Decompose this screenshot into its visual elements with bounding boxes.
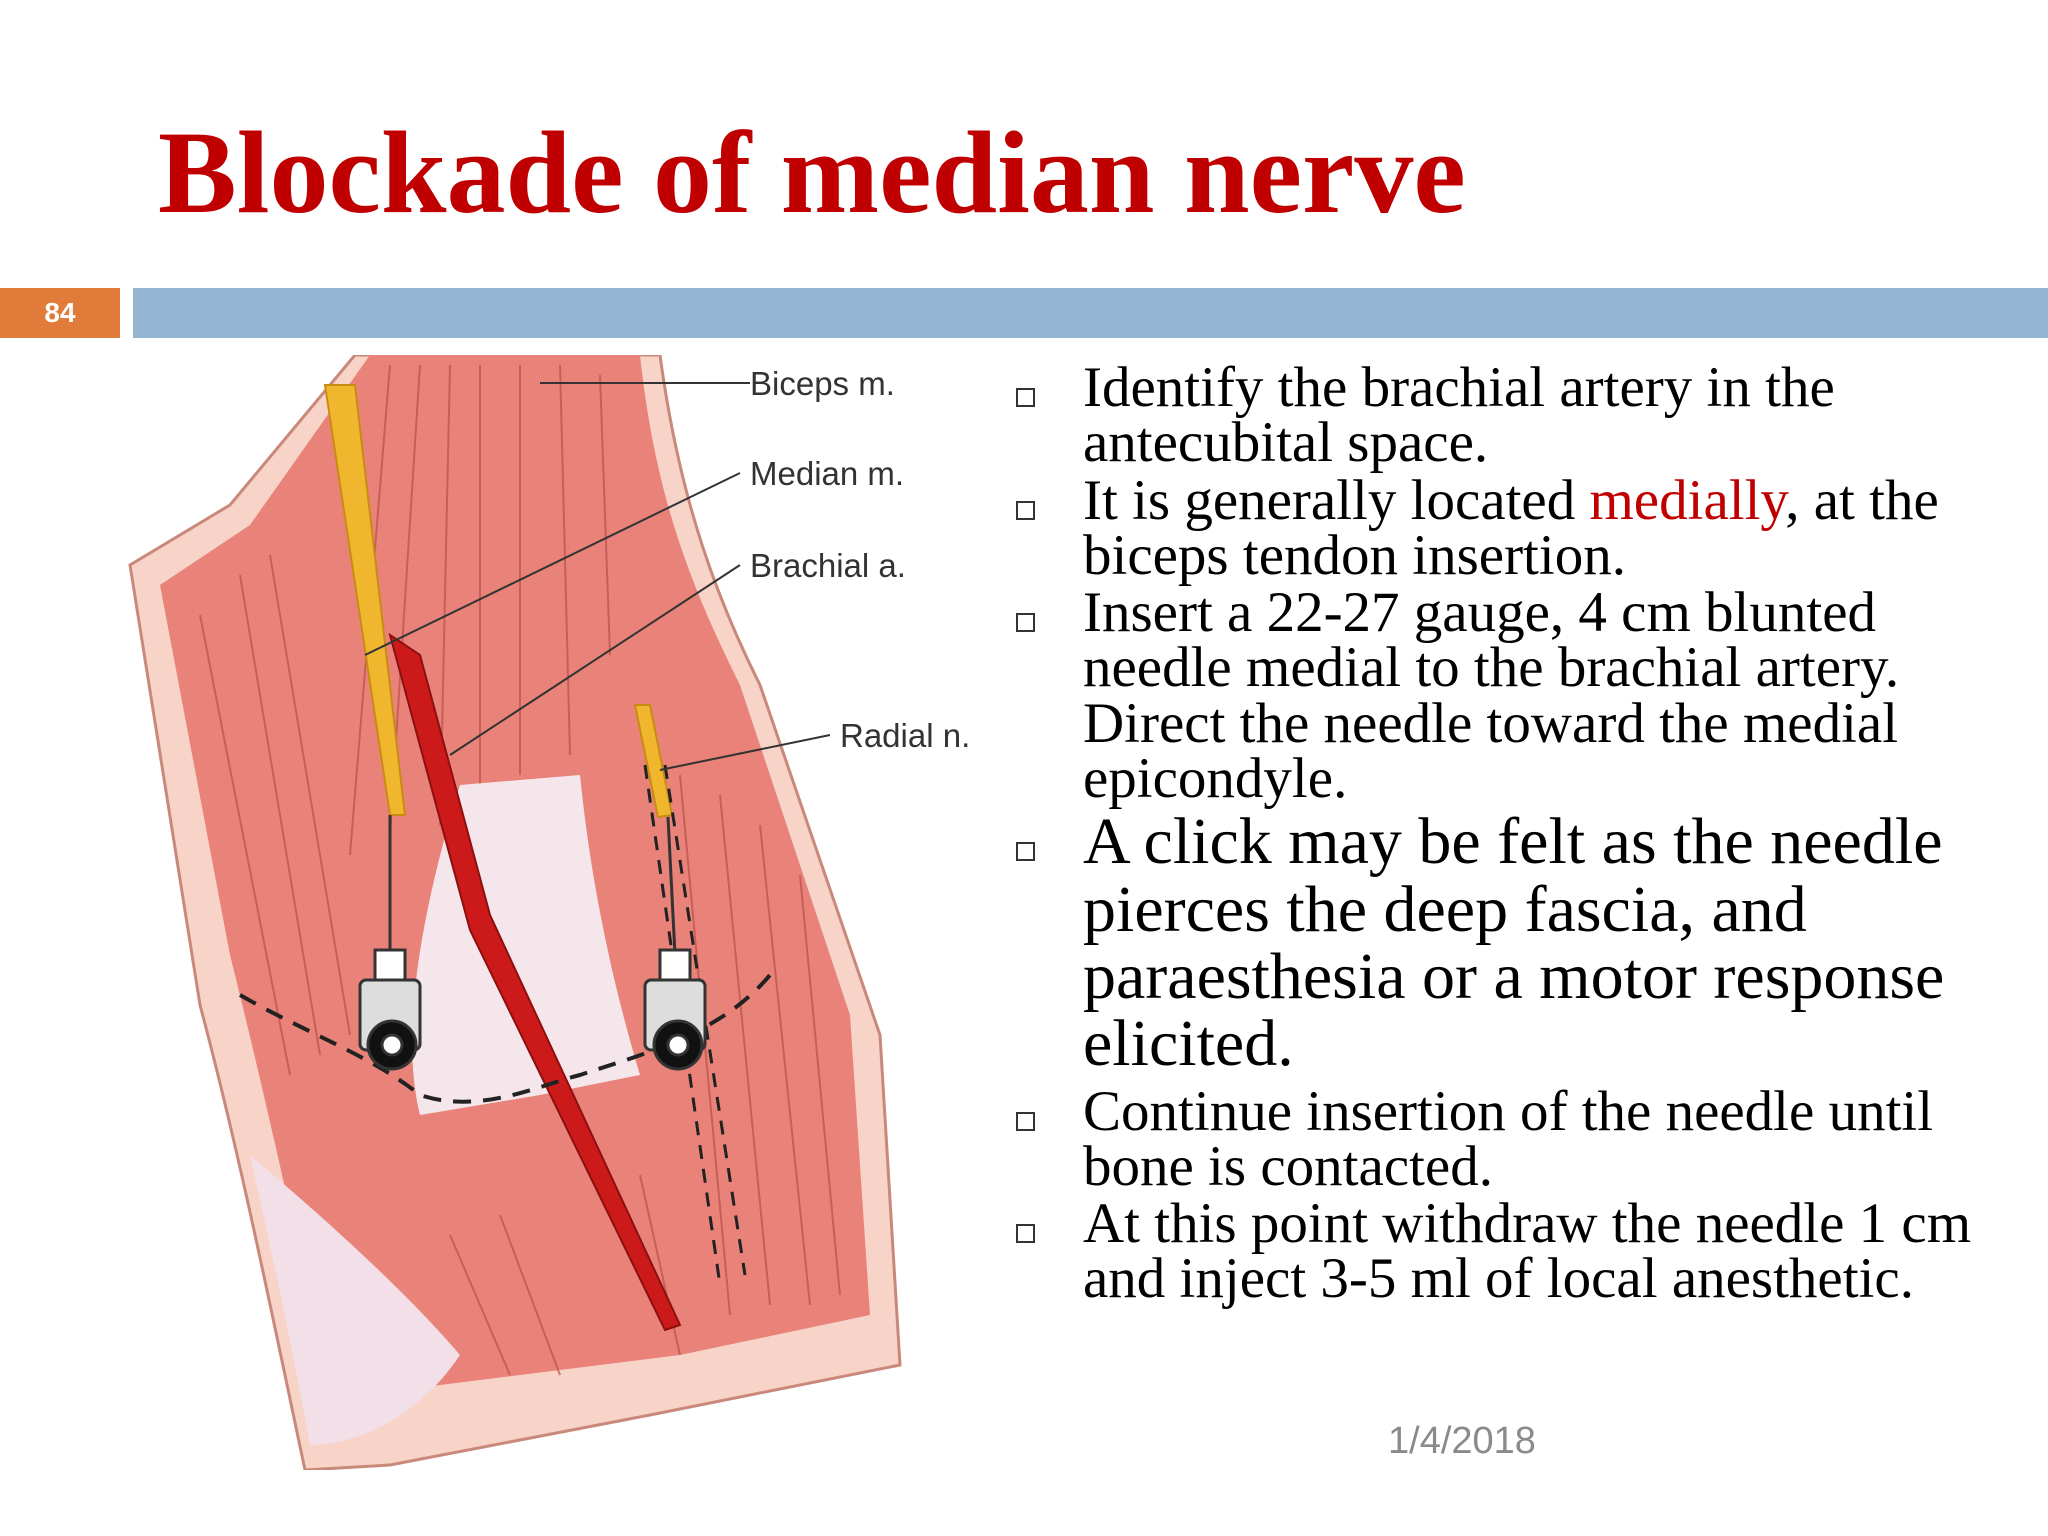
bullet-square-icon (1016, 1224, 1035, 1243)
bullet-square-icon (1016, 501, 1035, 520)
accent-bar (133, 288, 2048, 338)
bullet-text: A click may be felt as the needle pierces the deep fascia, and paraesthesia or a motor response elicited. (1083, 805, 1945, 1081)
bullet-highlight: medially (1589, 468, 1786, 532)
slide-date: 1/4/2018 (1388, 1420, 1536, 1462)
label-radial: Radial n. (840, 717, 971, 754)
bullet-item (1010, 1192, 2030, 1311)
bullet-item (1010, 805, 2030, 1081)
slide-number: 84 (0, 288, 120, 338)
bullet-square-icon (1016, 842, 1035, 861)
bullet-text: Insert a 22-27 gauge, 4 cm blunted needle medial to the brachial artery. Direct the needle toward the medial epicondyle. (1083, 581, 1900, 810)
slide-title: Blockade of median nerve (158, 107, 1466, 238)
bullet-list (1010, 356, 2030, 1311)
label-brachial: Brachial a. (750, 547, 906, 584)
bullet-item (1010, 356, 2030, 475)
bullet-square-icon (1016, 1112, 1035, 1131)
bullet-item (1010, 581, 2030, 810)
bullet-square-icon (1016, 613, 1035, 632)
label-median: Median m. (750, 455, 905, 492)
anatomy-illustration (120, 355, 1000, 1470)
bullet-item (1010, 468, 2030, 587)
label-biceps: Biceps m. (750, 365, 895, 402)
bullet-text-after: , at the biceps tendon insertion. (1083, 468, 1939, 587)
bullet-text-before: It is generally located (1083, 468, 1590, 532)
bullet-text: Continue insertion of the needle until bone is contacted. (1083, 1079, 1934, 1198)
bullet-text: Identify the brachial artery in the antecubital space. (1083, 356, 1835, 475)
bullet-square-icon (1016, 388, 1035, 407)
bullet-item (1010, 1079, 2030, 1198)
bullet-text: At this point withdraw the needle 1 cm and inject 3-5 ml of local anesthetic. (1083, 1192, 1972, 1311)
